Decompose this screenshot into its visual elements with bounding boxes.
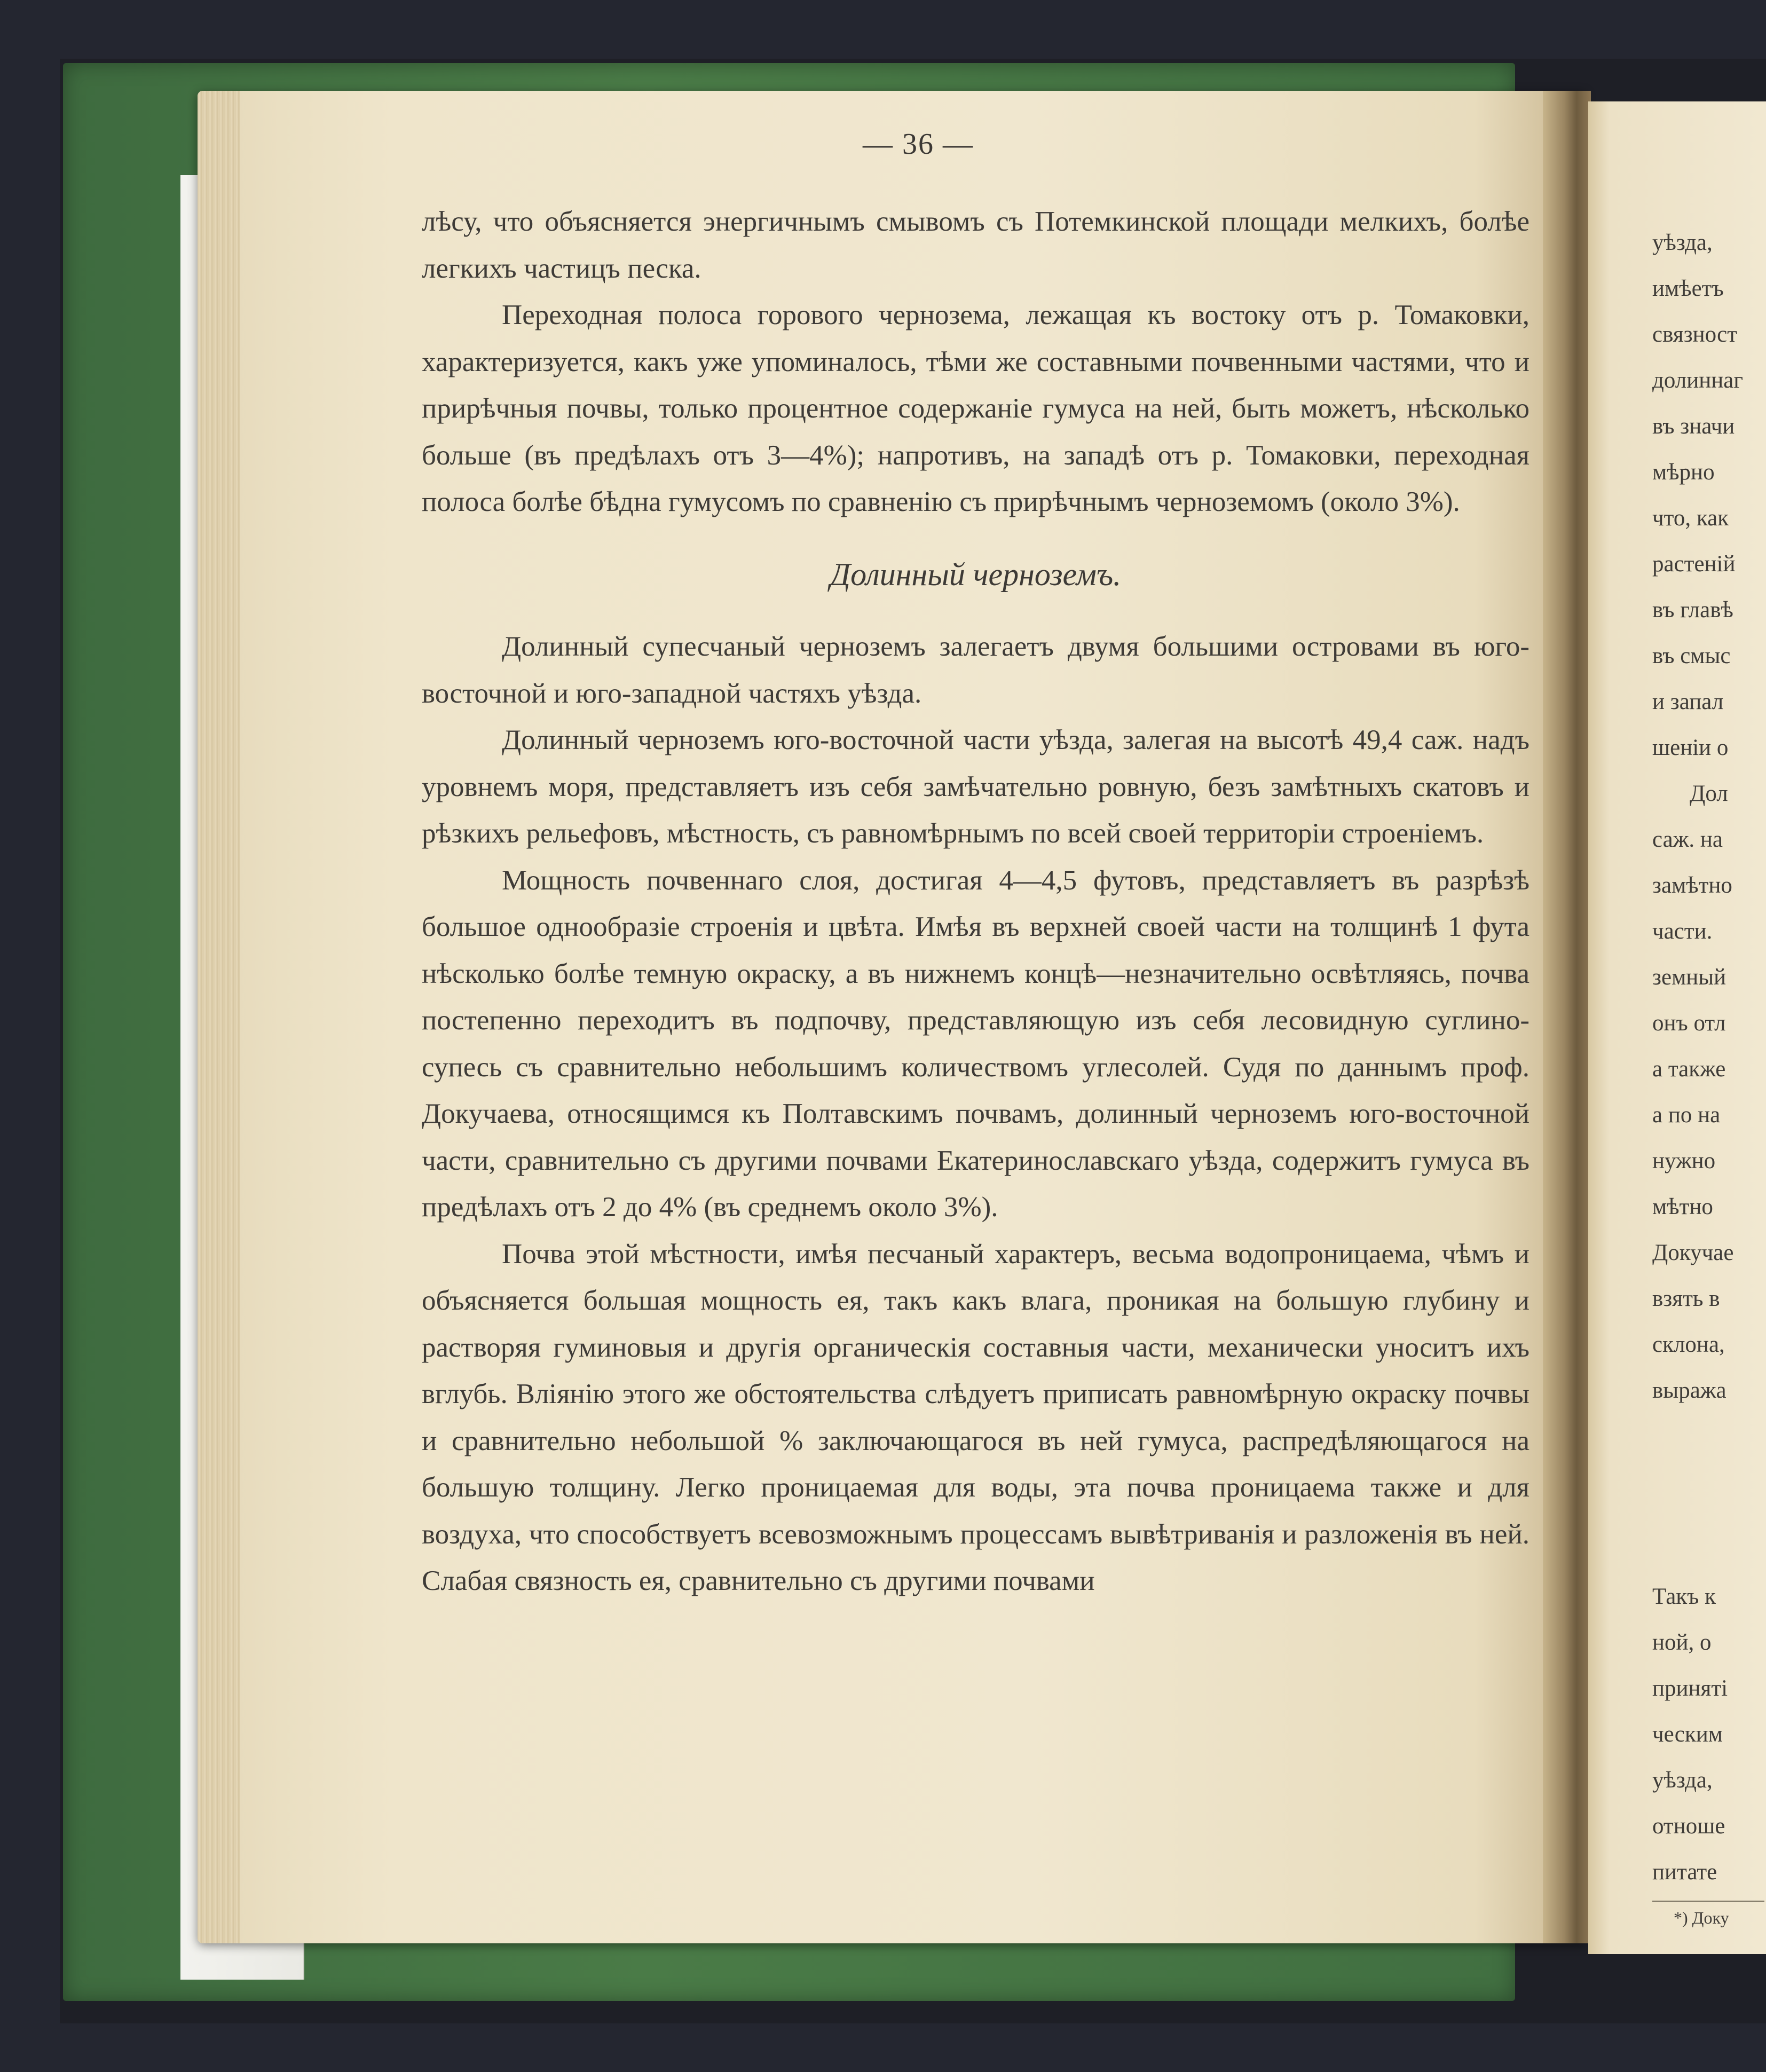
right-page-line: что, как (1652, 506, 1729, 531)
right-page-line: части. (1652, 919, 1713, 944)
right-page-line: выража (1652, 1378, 1726, 1403)
right-page-line: взять в (1652, 1286, 1720, 1311)
right-page-line: связност (1652, 322, 1738, 347)
right-page-line: Докучае (1652, 1240, 1734, 1265)
paragraph: Долинный черноземъ юго-восточной части уѣзда, залегая на высотѣ 49,4 саж. надъ уровнемъ моря, представляетъ изъ себя замѣчательно ровную, безъ замѣтныхъ скатовъ и рѣзкихъ рельефовъ, мѣстность, съ равномѣрнымъ по всей своей территоріи строеніемъ. (422, 724, 1530, 849)
right-page-line: отноше (1652, 1814, 1725, 1839)
right-page-line: въ главѣ (1652, 597, 1733, 623)
right-page-line: саж. на (1652, 827, 1723, 852)
right-page-line: а по на (1652, 1102, 1721, 1128)
right-page-line: нужно (1652, 1148, 1716, 1173)
right-page-line: и запал (1652, 689, 1724, 714)
right-page-line: Такъ к (1652, 1584, 1716, 1609)
section-heading: Долинный черноземъ. (830, 556, 1122, 592)
right-page-line: земный (1652, 965, 1726, 990)
paragraph: Долинный супесчаный черноземъ залегаетъ двумя большими островами въ юго-восточной и юго-западной частяхъ уѣзда. (422, 631, 1530, 709)
book-gutter (1543, 91, 1591, 1943)
right-page-line: питате (1652, 1860, 1717, 1885)
right-page-gap (1652, 1414, 1766, 1574)
paragraph: Мощность почвеннаго слоя, достигая 4—4,5 футовъ, представляетъ въ разрѣзѣ большое однообразіе строенія и цвѣта. Имѣя въ верхней своей части на толщинѣ 1 фута нѣсколько болѣе темную окраску, а въ нижнемъ концѣ—незначительно освѣтляясь, почва постепенно переходитъ въ подпочву, представляющую изъ себя лесовидную суглино-супесь съ сравнительно небольшимъ количествомъ углесолей. Судя по даннымъ проф. Докучаева, относящимся къ Полтавскимъ почвамъ, долинный черноземъ юго-восточной части, сравнительно съ другими почвами Екатеринославскаго уѣзда, содержитъ гумуса въ предѣлахъ отъ 2 до 4% (въ среднемъ около 3%). (422, 864, 1530, 1223)
right-page-fragments (1652, 220, 1766, 1934)
right-page-line: растеній (1652, 552, 1736, 577)
right-page-line: ной, о (1652, 1630, 1712, 1655)
page-edges (198, 91, 240, 1943)
right-page-line: уѣзда, (1652, 230, 1713, 255)
right-page-line: склона, (1652, 1332, 1725, 1357)
right-page-line: въ значи (1652, 414, 1735, 439)
right-page-footnote: *) Доку (1652, 1901, 1764, 1934)
page-number: — 36 — (863, 128, 974, 161)
right-page-line: мѣтно (1652, 1194, 1713, 1219)
left-page-body (422, 199, 1530, 1605)
right-page-line: а также (1652, 1057, 1726, 1082)
right-page-line: въ смыс (1652, 643, 1731, 668)
right-page-line: приняті (1652, 1676, 1728, 1701)
right-page-line: Дол (1690, 781, 1728, 806)
right-page-line: шеніи о (1652, 735, 1729, 760)
paragraph: лѣсу, что объясняется энергичнымъ смывомъ съ Потемкинской площади мелкихъ, болѣе легкихъ частицъ песка. (422, 206, 1530, 284)
paragraph: Переходная полоса горового чернозема, лежащая къ востоку отъ р. Томаковки, характеризуется, какъ уже упоминалось, тѣми же составными почвенными частями, что и прирѣчныя почвы, только процентное содержаніе гумуса на ней, быть можетъ, нѣсколько больше (въ предѣлахъ отъ 3—4%); напротивъ, на западѣ отъ р. Томаковки, переходная полоса болѣе бѣдна гумусомъ по сравненію съ прирѣчнымъ черноземомъ (около 3%). (422, 300, 1530, 517)
paragraph: Почва этой мѣстности, имѣя песчаный характеръ, весьма водопроницаема, чѣмъ и объясняется большая мощность ея, такъ какъ влага, проникая на большую глубину и растворяя гуминовыя и другія органическія составныя части, механически уноситъ ихъ вглубь. Вліянію этого же обстоятельства слѣдуетъ приписать равномѣрную окраску почвы и сравнительно небольшой % заключающагося въ ней гумуса, распредѣляющагося на большую толщину. Легко проницаемая для воды, эта почва проницаема также и для воздуха, что способствуетъ всевозможнымъ процессамъ вывѣтриванія и разложенія въ ней. Слабая связность ея, сравнительно съ другими почвами (422, 1238, 1530, 1596)
right-page-line: имѣетъ (1652, 276, 1724, 301)
right-page-line: замѣтно (1652, 873, 1732, 898)
right-page-line: онъ отл (1652, 1011, 1726, 1036)
right-page-line: долиннаг (1652, 368, 1744, 393)
right-page-line: уѣзда, (1652, 1768, 1713, 1793)
right-page-line: ческим (1652, 1722, 1723, 1747)
right-page-line: мѣрно (1652, 460, 1715, 485)
